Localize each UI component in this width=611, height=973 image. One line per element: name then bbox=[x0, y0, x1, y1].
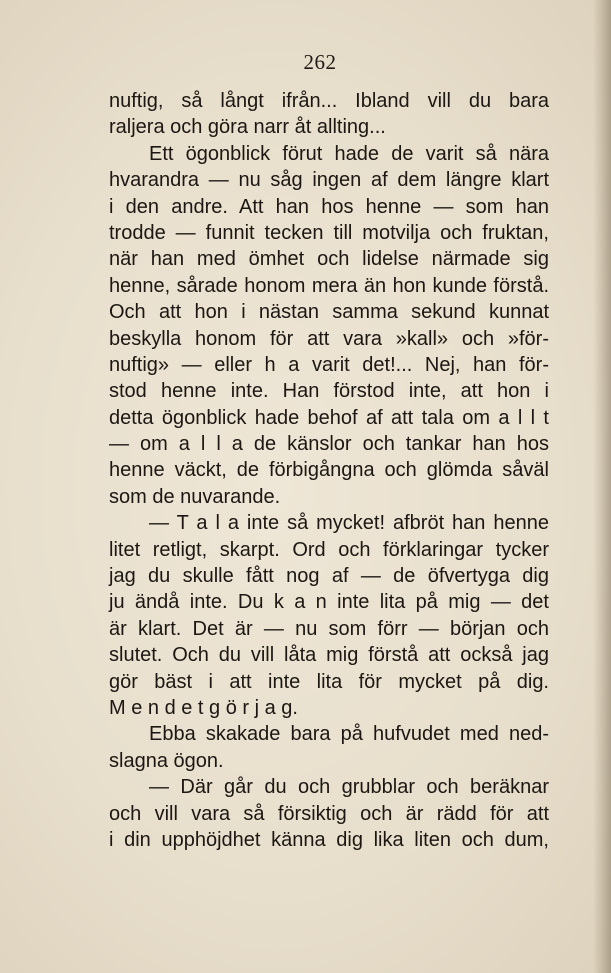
text-line: stod henne inte. Han förstod inte, att hon i bbox=[109, 380, 549, 403]
text-line: i din upphöjdhet känna dig lika liten och dum, bbox=[109, 828, 549, 851]
text-line: när han med ömhet och lidelse närmade sig bbox=[109, 248, 549, 271]
text-line: M e n d e t g ö r j a g. bbox=[109, 696, 298, 719]
body-text bbox=[109, 88, 549, 853]
text-line: trodde — funnit tecken till motvilja och fruktan, bbox=[109, 221, 549, 244]
text-line: Och att hon i nästan samma sekund kunnat bbox=[109, 301, 549, 324]
text-line: — Där går du och grubblar och beräknar bbox=[149, 776, 549, 799]
text-line: Ebba skakade bara på hufvudet med ned- bbox=[149, 723, 549, 746]
text-line: ju ändå inte. Du k a n inte lita på mig — det bbox=[109, 591, 549, 614]
text-line: raljera och göra narr åt allting... bbox=[109, 116, 386, 139]
text-line: som de nuvarande. bbox=[109, 485, 281, 508]
text-line: detta ögonblick hade behof af att tala om a l l t bbox=[109, 406, 549, 429]
text-line: henne väckt, de förbigångna och glömda såväl bbox=[109, 459, 549, 482]
text-line: — T a l a inte så mycket! afbröt han henne bbox=[149, 512, 549, 535]
text-line: gör bäst i att inte lita för mycket på dig. bbox=[109, 670, 549, 693]
text-line: i den andre. Att han hos henne — som han bbox=[109, 195, 549, 218]
text-line: nuftig» — eller h a varit det!... Nej, han för- bbox=[109, 353, 549, 376]
text-line: henne, sårade honom mera än hon kunde förstå. bbox=[109, 274, 549, 297]
text-line: och vill vara så försiktig och är rädd för att bbox=[109, 802, 549, 825]
text-line: hvarandra — nu såg ingen af dem längre klart bbox=[109, 169, 549, 192]
page-edge-shadow bbox=[593, 0, 611, 973]
text-line: slagna ögon. bbox=[109, 749, 224, 772]
page-number: 262 bbox=[303, 50, 337, 74]
text-line: — om a l l a de känslor och tankar han hos bbox=[109, 433, 549, 456]
text-line: litet retligt, skarpt. Ord och förklaringar tycker bbox=[109, 538, 549, 561]
text-line: beskylla honom för att vara »kall» och »för- bbox=[109, 327, 549, 350]
text-line: nuftig, så långt ifrån... Ibland vill du bara bbox=[109, 90, 549, 112]
text-line: jag du skulle fått nog af — de öfvertyga dig bbox=[109, 565, 549, 588]
text-line: Ett ögonblick förut hade de varit så nära bbox=[149, 142, 549, 165]
text-line: är klart. Det är — nu som förr — början och bbox=[109, 617, 549, 640]
text-line: slutet. Och du vill låta mig förstå att också jag bbox=[109, 644, 549, 667]
